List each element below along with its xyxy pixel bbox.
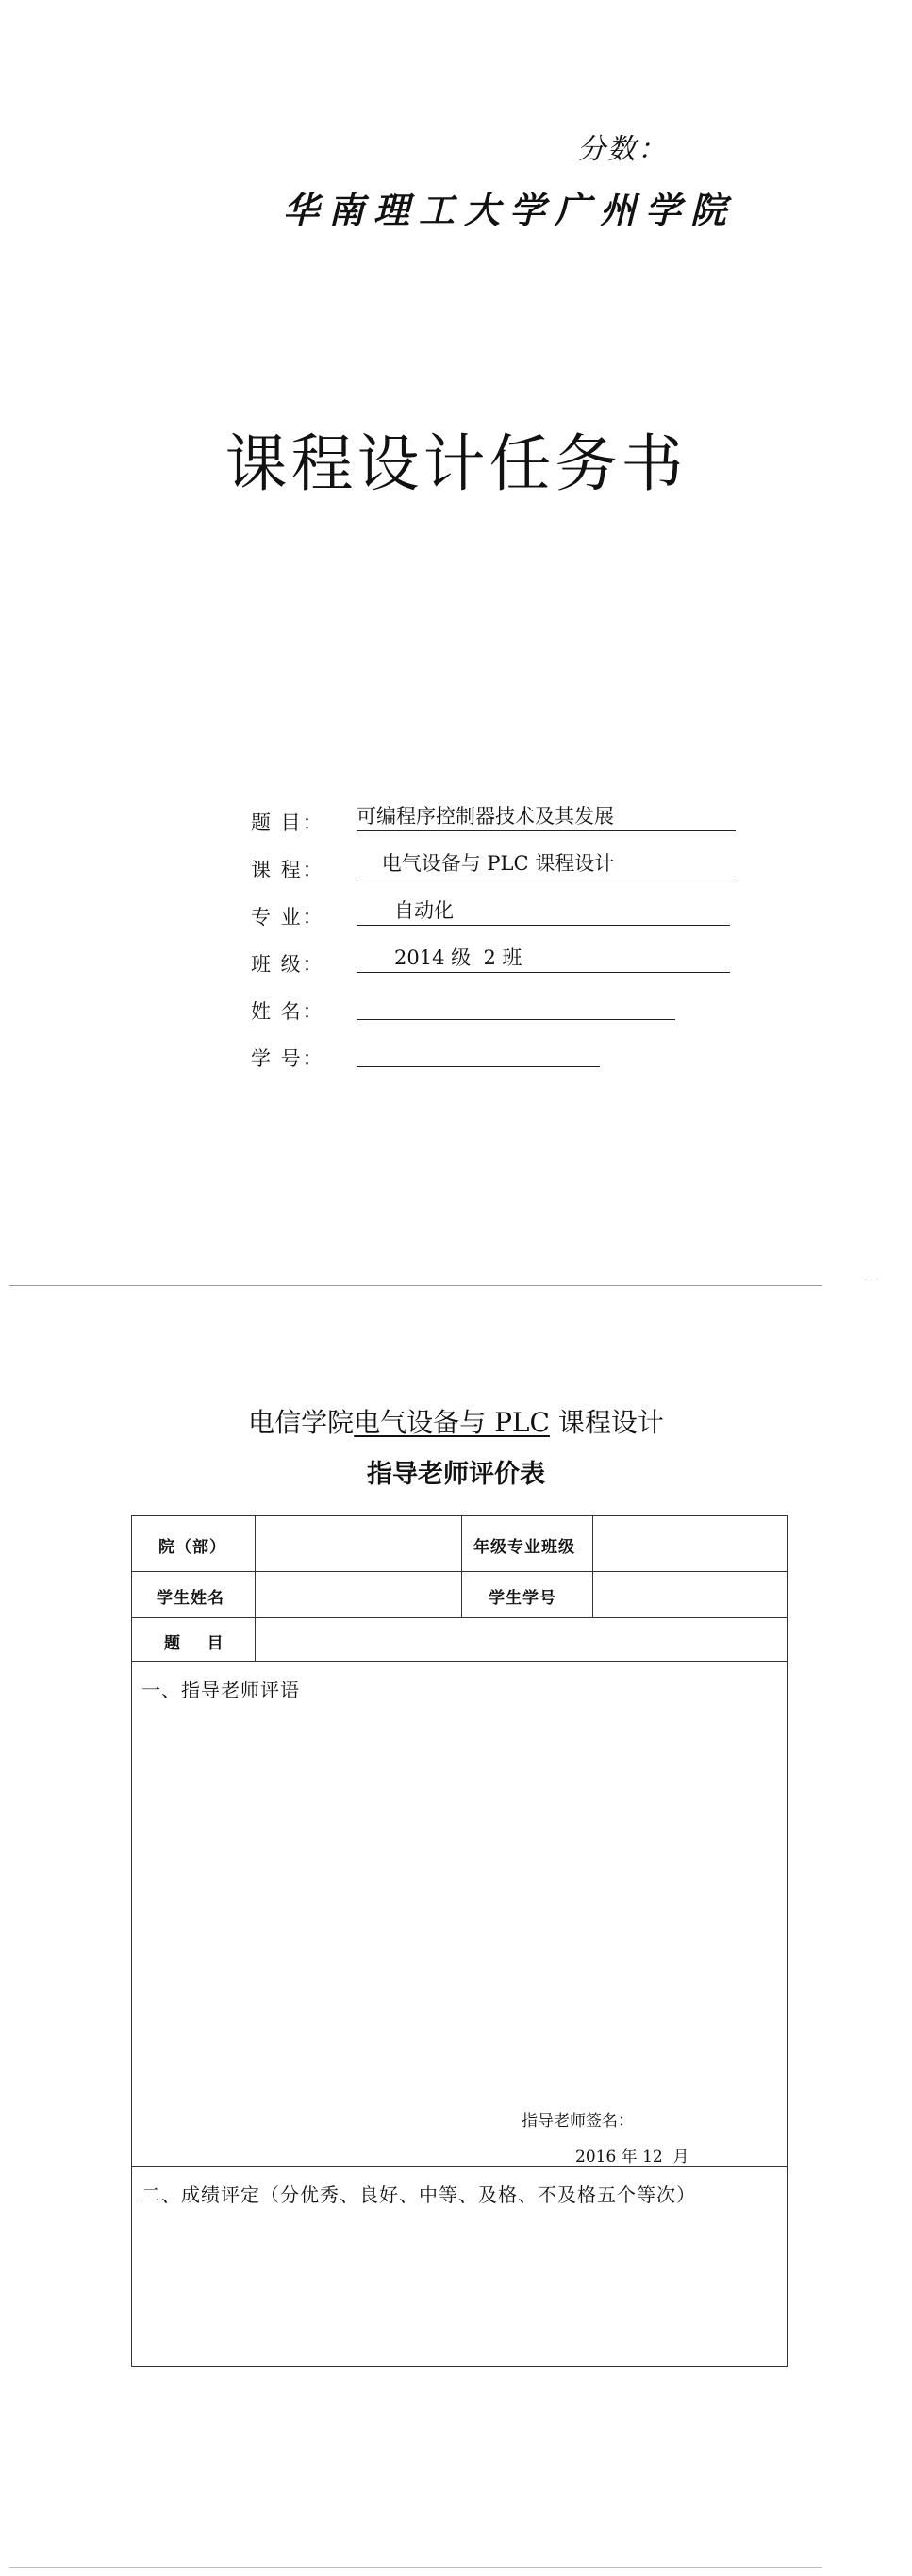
title-suffix: 课程设计: [549, 1407, 664, 1438]
document-title: 课程设计任务书: [224, 427, 688, 500]
field-value-class: 2014 级 2 班: [357, 945, 730, 973]
section-grade-assessment: 二、成绩评定（分优秀、良好、中等、及格、不及格五个等次）: [141, 2183, 696, 2206]
evaluation-table: [131, 1515, 788, 2367]
evaluation-course-title: [0, 1402, 912, 1440]
col-line-2: [461, 1516, 462, 1617]
value-grade-major-class: [593, 1516, 787, 1571]
field-label-class: 班 级：: [251, 953, 324, 976]
page-break-mark: · · ·: [864, 1276, 879, 1286]
section-advisor-comments: 一、指导老师评语: [141, 1679, 300, 1701]
value-student-name: [256, 1572, 461, 1617]
label-grade-major-class: 年级专业班级: [473, 1538, 575, 1557]
value-department: [256, 1516, 461, 1571]
score-label: 分数：: [577, 133, 668, 166]
title-course: 电气设备与 PLC: [354, 1407, 550, 1438]
field-value-name: [357, 993, 675, 1020]
label-topic: 题 目: [164, 1634, 224, 1653]
field-value-major: 自动化: [357, 898, 730, 926]
page-divider-bottom: [9, 2567, 822, 2568]
university-name: 华南理工大学广州学院: [283, 189, 737, 231]
evaluation-form-title: 指导老师评价表: [367, 1460, 545, 1489]
advisor-signature-label: 指导老师签名：: [522, 2112, 634, 2131]
field-value-student-id: [357, 1040, 600, 1067]
label-student-name: 学生姓名: [157, 1589, 224, 1608]
label-department: 院（部）: [158, 1538, 226, 1557]
field-label-name: 姓 名：: [251, 1000, 324, 1023]
row-line-4: [132, 2166, 787, 2167]
value-topic: [256, 1618, 787, 1661]
evaluation-date: 2016 年 12 月: [575, 2148, 689, 2166]
value-student-id: [593, 1572, 787, 1617]
title-prefix: 电信学院: [248, 1407, 355, 1438]
label-student-id: 学生学号: [489, 1589, 556, 1608]
field-value-course: 电气设备与 PLC 课程设计: [357, 851, 736, 878]
page-divider: [9, 1285, 822, 1286]
field-label-topic: 题 目：: [251, 811, 324, 834]
row-line-3: [132, 1661, 787, 1662]
field-label-course: 课 程：: [251, 859, 324, 881]
field-label-major: 专 业：: [251, 906, 324, 928]
field-value-topic: 可编程序控制器技术及其发展: [357, 804, 736, 831]
field-label-student-id: 学 号：: [251, 1047, 324, 1070]
